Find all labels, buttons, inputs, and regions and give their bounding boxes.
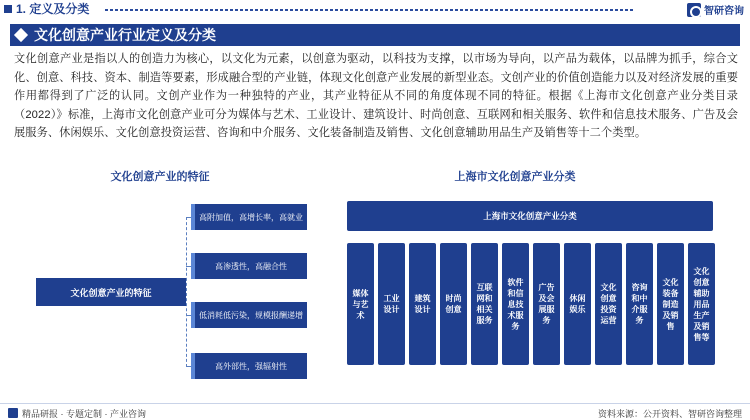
feature-item: 低消耗低污染，规模报酬递增 [191, 302, 307, 328]
category-item: 互联网和相关服务 [471, 243, 498, 365]
features-center-box: 文化创意产业的特征 [36, 278, 186, 306]
top-header [0, 0, 750, 20]
features-title: 文化创意产业的特征 [110, 171, 210, 183]
section-title: 1. 定义及分类 [16, 2, 90, 16]
category-item: 时尚创意 [440, 243, 467, 365]
category-item: 软件和信息技术服务 [502, 243, 529, 365]
category-item: 文化装备制造及销售 [657, 243, 684, 365]
brand-name: 智研咨询 [704, 6, 744, 17]
category-item: 咨询和中介服务 [626, 243, 653, 365]
section-marker-icon [4, 5, 12, 13]
category-item: 广告及会展服务 [533, 243, 560, 365]
feature-item: 高外部性，强辐射性 [191, 353, 307, 379]
category-item: 建筑设计 [409, 243, 436, 365]
features-bracket [186, 217, 188, 367]
category-item: 工业设计 [378, 243, 405, 365]
feature-item: 高渗透性，高融合性 [191, 253, 307, 279]
category-item: 媒体与艺术 [347, 243, 374, 365]
footer [0, 403, 750, 420]
footer-source: 资料来源：公开资料、智研咨询整理 [597, 409, 742, 419]
footer-services: 精品研报 · 专题定制 · 产业咨询 [22, 409, 146, 419]
brand [687, 2, 744, 17]
title-banner [10, 24, 740, 46]
header-divider [105, 9, 635, 11]
category-item: 文化创意辅助用品生产及销售等 [688, 243, 715, 365]
category-item: 休闲娱乐 [564, 243, 591, 365]
classification-header-box: 上海市文化创意产业分类 [347, 201, 713, 231]
page-title: 文化创意产业行业定义及分类 [34, 27, 216, 43]
feature-item: 高附加值，高增长率，高就业 [191, 204, 307, 230]
intro-paragraph: 文化创意产业是指以人的创造力为核心，以文化为元素，以创意为驱动，以科技为支撑，以市场为导向，以产品为载体，以品牌为抓手，综合文化、创意、科技、资本、制造等要素，形成融合型的产业链，体现文化创意产业发展的新型业态。文创产业的价值创造能力以及对经济发展的重要作用都得到了广泛的认同。文创产业作为一种独特的产业，其产业特征从不同的角度体现不同的特征。根据《上海市文化创意产业分类目录（2022）》标准，上海市文化创意产业可分为媒体与艺术、工业设计、建筑设计、时尚创意、互联网和相关服务、软件和信息技术服务、广告及会展服务、休闲娱乐、文化创意投资运营、咨询和中介服务、文化装备制造及销售、文化创意辅助用品生产及销售等十二个类型。 [14, 53, 738, 139]
diamond-icon [14, 28, 28, 42]
classification-title: 上海市文化创意产业分类 [454, 171, 576, 183]
report-icon [8, 408, 18, 418]
category-item: 文化创意投资运营 [595, 243, 622, 365]
brand-logo-icon [687, 3, 701, 17]
